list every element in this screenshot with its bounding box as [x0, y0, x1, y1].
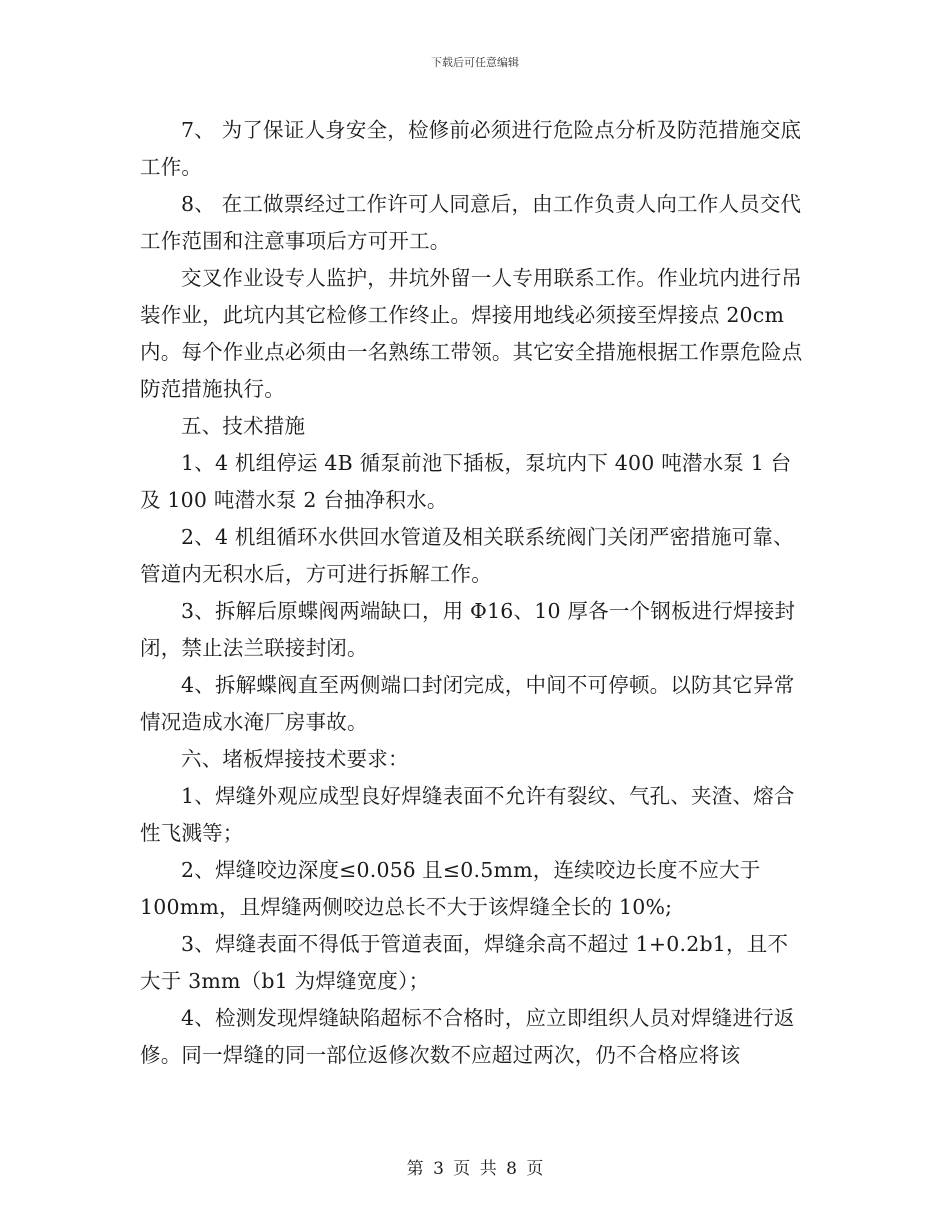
- paragraph-weld-1: 1、焊缝外观应成型良好焊缝表面不允许有裂纹、气孔、夹渣、熔合性飞溅等；: [140, 784, 795, 845]
- paragraph-tech-4: 4、拆解蝶阀直至两侧端口封闭完成，中间不可停顿。以防其它异常情况造成水淹厂房事故。: [140, 673, 795, 734]
- document-body: [140, 112, 805, 1074]
- page-footer: 第 3 页 共 8 页: [406, 1159, 544, 1179]
- paragraph-weld-3: 3、焊缝表面不得低于管道表面，焊缝余高不超过 1+0.2b1，且不大于 3mm（b1 为焊缝宽度）；: [140, 932, 789, 993]
- paragraph-weld-4: 4、检测发现焊缝缺陷超标不合格时，应立即组织人员对焊缝进行返修。同一焊缝的同一部位返修次数不应超过两次，仍不合格应将该: [140, 1006, 795, 1067]
- paragraph-tech-2: 2、4 机组循环水供回水管道及相关联系统阀门关闭严密措施可靠、管道内无积水后，方可进行拆解工作。: [140, 525, 794, 586]
- paragraph-cross-work: 交叉作业设专人监护，井坑外留一人专用联系工作。作业坑内进行吊装作业，此坑内其它检修工作终止。焊接用地线必须接至焊接点 20cm 内。每个作业点必须由一名熟练工带领。其它安全措施根据工作票危险点防范措施执行。: [140, 266, 803, 401]
- paragraph-item-7: 7、 为了保证人身安全，检修前必须进行危险点分析及防范措施交底工作。: [140, 118, 802, 179]
- paragraph-tech-1: 1、4 机组停运 4B 循泵前池下插板，泵坑内下 400 吨潜水泵 1 台及 100 吨潜水泵 2 台抽净积水。: [140, 451, 792, 512]
- section-heading-welding-requirements: 六、堵板焊接技术要求：: [181, 747, 409, 771]
- paragraph-tech-3: 3、拆解后原蝶阀两端缺口，用 Φ16、10 厚各一个钢板进行焊接封闭，禁止法兰联接封闭。: [140, 599, 796, 660]
- page-header: 下载后可任意编辑: [431, 56, 519, 69]
- section-heading-technical-measures: 五、技术措施: [181, 414, 306, 438]
- paragraph-weld-2: 2、焊缝咬边深度≤0.05δ 且≤0.5mm，连续咬边长度不应大于 100mm，且焊缝两侧咬边总长不大于该焊缝全长的 10%;: [140, 858, 761, 919]
- paragraph-item-8: 8、 在工做票经过工作许可人同意后，由工作负责人向工作人员交代工作范围和注意事项后方可开工。: [140, 192, 802, 253]
